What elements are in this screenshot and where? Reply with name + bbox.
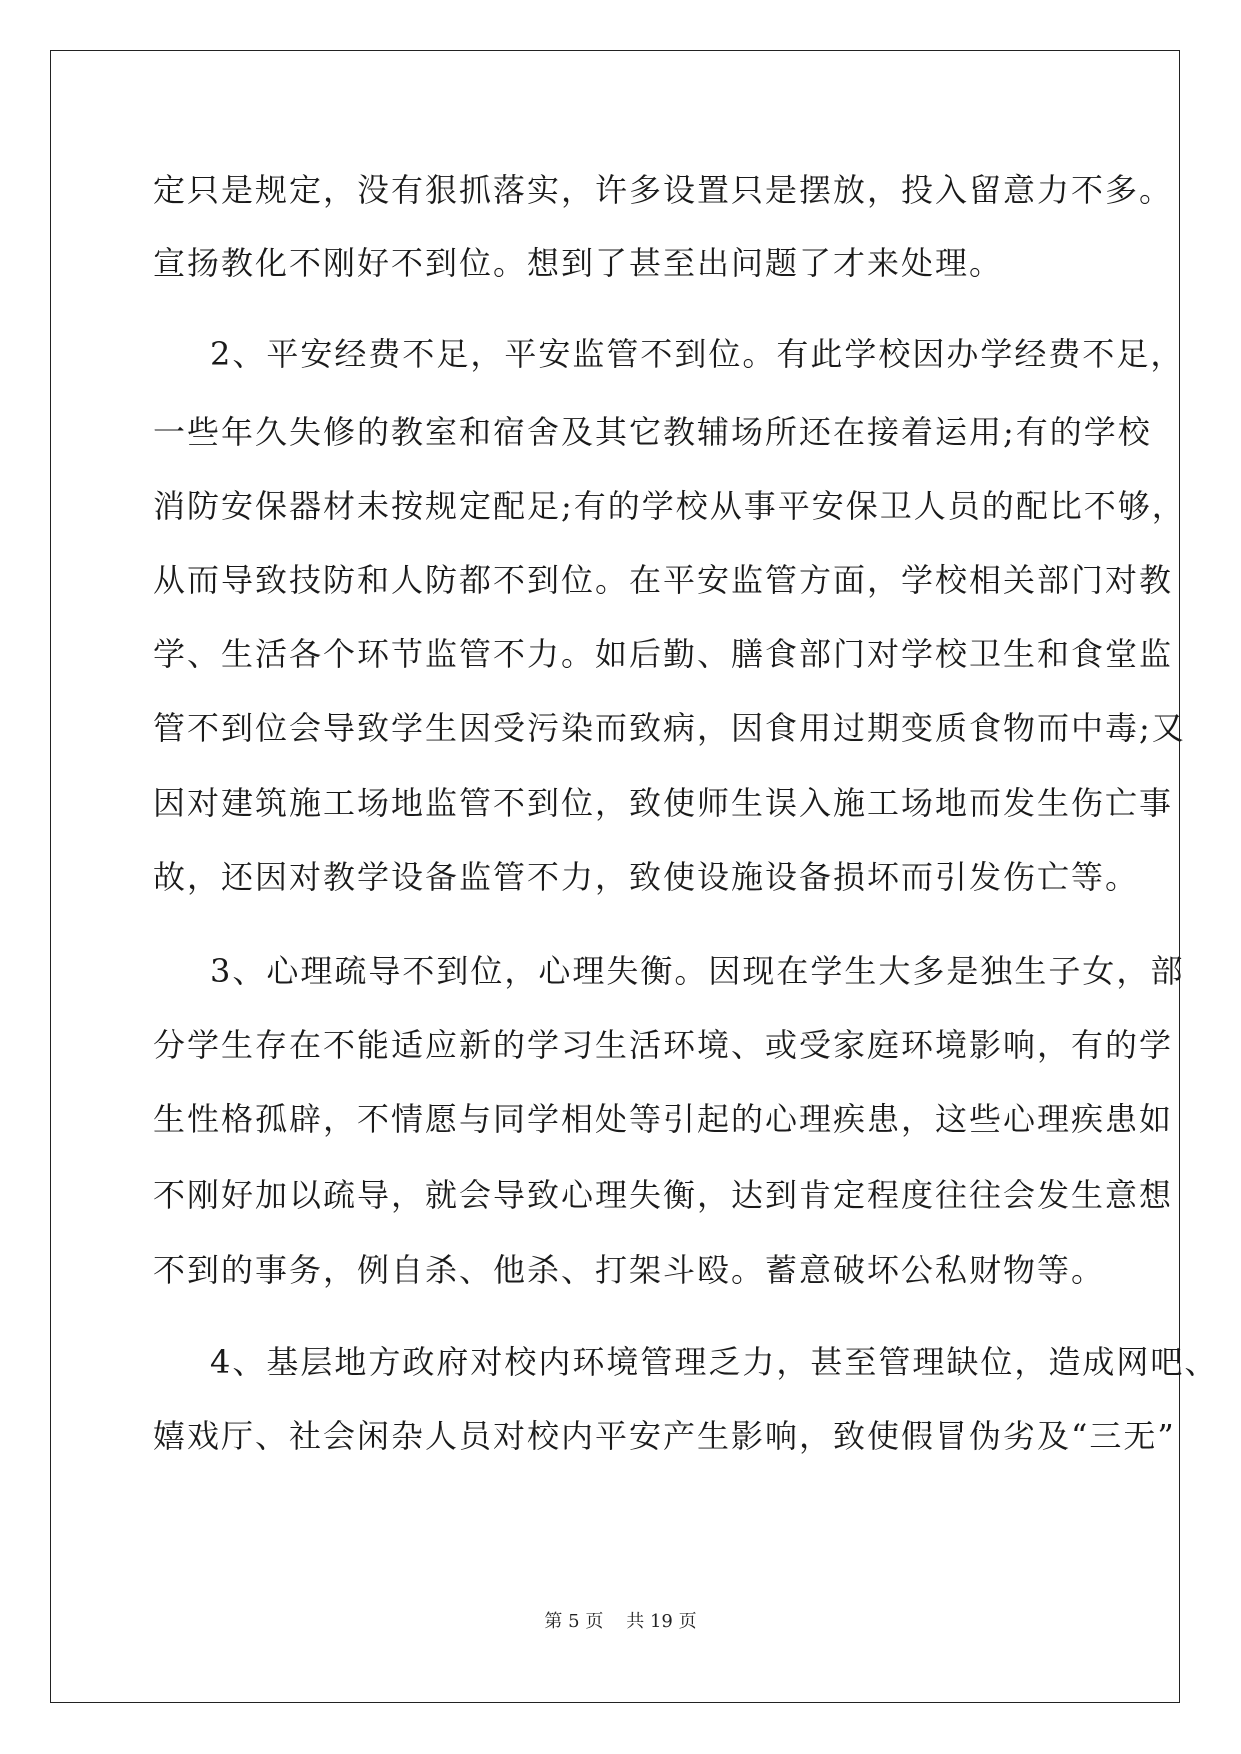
paragraph-3-start: 3、心理疏导不到位，心理失衡。因现在学生大多是独生子女，部 [210, 952, 1185, 990]
text-line: 分学生存在不能适应新的学习生活环境、或受家庭环境影响，有的学 [153, 1026, 1174, 1064]
text-line: 管不到位会导致学生因受污染而致病，因食用过期变质食物而中毒;又 [153, 709, 1186, 747]
text-line: 宣扬教化不刚好不到位。想到了甚至出问题了才来处理。 [153, 244, 1004, 282]
text-line: 因对建筑施工场地监管不到位，致使师生误入施工场地而发生伤亡事 [153, 784, 1174, 822]
text-line: 定只是规定，没有狠抓落实，许多设置只是摆放，投入留意力不多。 [153, 171, 1174, 209]
text-line: 故，还因对教学设备监管不力，致使设施设备损坏而引发伤亡等。 [153, 858, 1140, 896]
paragraph-2-start: 2、平安经费不足，平安监管不到位。有此学校因办学经费不足， [210, 335, 1185, 373]
text-line: 学、生活各个环节监管不力。如后勤、膳食部门对学校卫生和食堂监 [153, 635, 1174, 673]
page-footer [0, 1610, 1241, 1634]
text-line: 嬉戏厅、社会闲杂人员对校内平安产生影响，致使假冒伪劣及“三无” [153, 1417, 1176, 1455]
text-line: 从而导致技防和人防都不到位。在平安监管方面，学校相关部门对教 [153, 561, 1174, 599]
text-line: 生性格孤辟，不情愿与同学相处等引起的心理疾患，这些心理疾患如 [153, 1100, 1174, 1138]
text-line: 消防安保器材未按规定配足;有的学校从事平安保卫人员的配比不够， [153, 487, 1186, 525]
text-line: 不刚好加以疏导，就会导致心理失衡，达到肯定程度往往会发生意想 [153, 1176, 1174, 1214]
page-number-current: 第 5 页 [544, 1611, 604, 1632]
paragraph-4-start: 4、基层地方政府对校内环境管理乏力，甚至管理缺位，造成网吧、 [210, 1343, 1219, 1381]
page-number-total: 共 19 页 [626, 1611, 697, 1632]
text-line: 不到的事务，例自杀、他杀、打架斗殴。蓄意破坏公私财物等。 [153, 1251, 1106, 1289]
footer-gap [603, 1611, 626, 1632]
text-line: 一些年久失修的教室和宿舍及其它教辅场所还在接着运用;有的学校 [153, 413, 1152, 451]
